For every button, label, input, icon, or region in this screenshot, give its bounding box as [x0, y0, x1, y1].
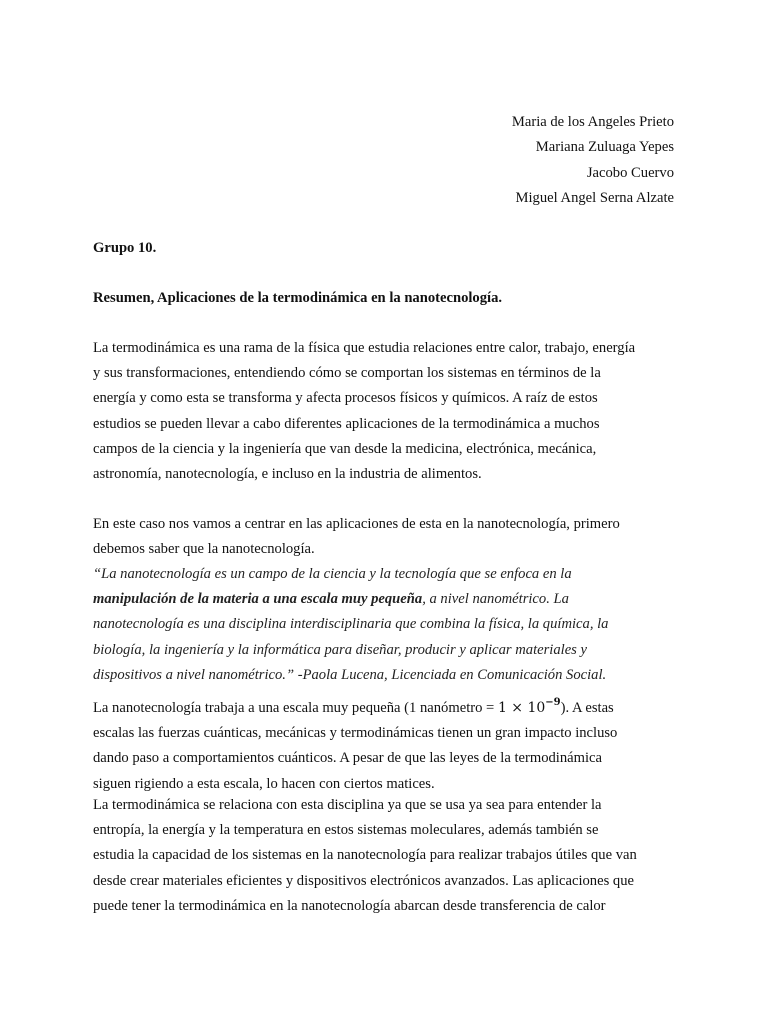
paragraph-focus — [93, 512, 683, 562]
author-name: Mariana Zuluaga Yepes — [535, 139, 674, 156]
author-name: Maria de los Angeles Prieto — [511, 114, 674, 130]
text-line: estudia la capacidad de los sistemas en la nanotecnología para realizar trabajos útiles que van — [93, 847, 637, 864]
author-name: Miguel Angel Serna Alzate — [515, 190, 674, 207]
text-line: puede tener la termodinámica en la nanotecnología abarcan desde transferencia de calor — [93, 897, 606, 914]
text-line: En este caso nos vamos a centrar en las aplicaciones de esta en la nanotecnología, primero — [93, 516, 620, 532]
text-line: La termodinámica es una rama de la física que estudia relaciones entre calor, trabajo, energía — [93, 340, 636, 356]
text-line: escalas las fuerzas cuánticas, mecánicas y termodinámicas tienen un gran impacto incluso — [93, 725, 618, 742]
text-segment: ). A estas — [560, 700, 614, 716]
document-title: Resumen, Aplicaciones de la termodinámica en la nanotecnología. — [93, 290, 503, 306]
text-line: energía y como esta se transforma y afecta procesos físicos y químicos. A raíz de estos — [93, 390, 598, 407]
paragraph-intro — [93, 336, 683, 487]
text-segment: La nanotecnología trabaja a una escala muy pequeña (1 nanómetro = — [93, 700, 498, 716]
author-name: Jacobo Cuervo — [586, 164, 674, 181]
text-line: debemos saber que la nanotecnología. — [93, 541, 315, 558]
paragraph-scale — [93, 690, 683, 797]
quote-attribution: -Paola Lucena, Licenciada en Comunicación Social. — [294, 666, 607, 683]
paragraph-relation — [93, 793, 683, 919]
definition-quote — [93, 562, 683, 688]
quote-line: nanotecnología es una disciplina interdisciplinaria que combina la física, la química, la — [93, 616, 609, 633]
quote-text: , a nivel nanométrico. La — [422, 591, 569, 608]
text-line: dando paso a comportamientos cuánticos. A pesar de que las leyes de la termodinámica — [93, 750, 602, 767]
text-line: entropía, la energía y la temperatura en estos sistemas moleculares, además también se — [93, 822, 599, 839]
group-label: Grupo 10. — [93, 240, 157, 256]
math-expression: 1 × 10 — [497, 700, 546, 716]
author-list — [512, 110, 674, 212]
text-line: desde crear materiales eficientes y dispositivos electrónicos avanzados. Las aplicaciones que — [93, 872, 634, 889]
quote-text: dispositivos a nivel nanométrico.” — [93, 666, 295, 683]
quote-line: biología, la ingeniería y la informática para diseñar, producir y aplicar materiales y — [93, 641, 587, 658]
text-line: siguen rigiendo a esta escala, lo hacen con ciertos matices. — [93, 775, 435, 792]
text-line: y sus transformaciones, entendiendo cómo se comportan los sistemas en términos de la — [93, 365, 601, 382]
text-line: La termodinámica se relaciona con esta disciplina ya que se usa ya sea para entender la — [93, 797, 602, 813]
text-line: campos de la ciencia y la ingeniería que van desde la medicina, electrónica, mecánica, — [93, 440, 597, 457]
math-exponent: −9 — [545, 697, 561, 708]
text-line: estudios se pueden llevar a cabo diferentes aplicaciones de la termodinámica a muchos — [93, 415, 600, 432]
quote-line — [93, 587, 683, 612]
text-line: astronomía, nanotecnología, e incluso en la industria de alimentos. — [93, 466, 482, 483]
quote-line — [93, 663, 683, 688]
quote-emphasis: manipulación de la materia a una escala muy pequeña — [93, 591, 423, 608]
quote-line: “La nanotecnología es un campo de la ciencia y la tecnología que se enfoca en la — [93, 566, 572, 582]
text-line — [93, 690, 683, 721]
